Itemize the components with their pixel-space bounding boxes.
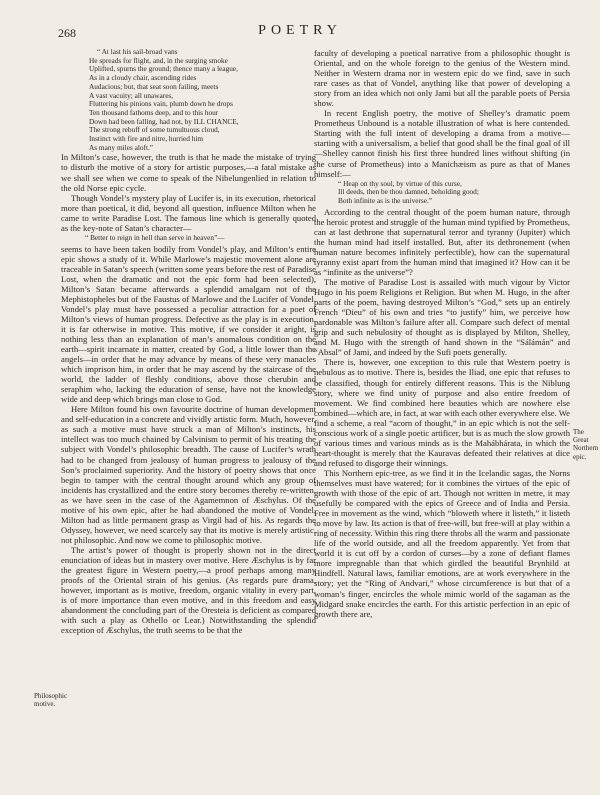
poem-excerpt [89, 48, 316, 152]
paragraph: This Northern epic-tree, as we find it in the Icelandic sagas, the Norns themselves must have watered; for it combines the virtues of the epic of growth with those of the epic of art. Though not written in metre, it may usefully be compared with the epics of Greece and of India and Persia. Free in movement as the wind, which “bloweth where it listeth,” it listeth to move by law. Its action is that of free-will, but free-will at play within a ring of necessity. Within this ring there throbs all the warm and passionate life of the world outside, and all the freedom apparently. Yet from that world it is cut off by a cordon of curses—by a zone of defiant flames more impregnable than that which girdled the beautiful Brynhild at Hindfell. Natural laws, familiar emotions, are at work everywhere in the story; yet the “Ring of Andvari,” whose circumference is but that of a woman’s finger, encircles the whole mimic world of the sagaman as the Midgard snake encircles the earth. For this artistic perfection in an epic of growth there are, [314, 467, 570, 619]
block-quote: “ Better to reign in hell than serve in heaven”— [85, 232, 225, 242]
quote-line: Both infinite as is the universe.” [338, 196, 433, 206]
poem-line: Down had been falling, had not, by ILL CHANCE, [89, 116, 239, 126]
poem-line: Ten thousand fathoms deep, and to this hour [89, 107, 219, 117]
paragraph: faculty of developing a poetical narrative from a philosophic thought is Oriental, and on the whole foreign to the genius of the Western mind. Neither in Western drama nor in western epic do we find, save in such rare cases as that of Vondel, anything like that power of developing a story from an idea which not only Jami but all the parable poets of Persia show. [314, 48, 570, 109]
poem-line: Audacious; but, that seat soon failing, meets [89, 81, 219, 91]
running-head: POETRY [258, 23, 342, 38]
paragraph: The artist’s power of thought is properly shown not in the direct enunciation of ideas but in mastery over motive. Here Æschylus is by far the greatest figure in Western poetry,—a proof perhaps among many proofs of the Oriental strain of his genius. (As regards pure drama, however, important as is motive, freedom, organic vitality in every part, is of more importance than even motive, and in this freedom and easy abandonment the concluding part of the Oresteia is deficient as compared with such a play as Othello or Lear.) Notwithstanding the splendid exception of Æschylus, the truth seems to be that the [61, 544, 316, 636]
paragraph: There is, however, one exception to this rule that Western poetry is nebulous as to motive. There is, besides the Iliad, one epic that refuses to be classified, though for entirely different reasons. This is the Niblung story, where we find unity of purpose and also entire freedom of movement. We find combined here beauties which are nowhere else combined—which are, in fact, at war with each other everywhere else. We find a scheme, a real “acorn of thought,” in an epic which is not the self-conscious work of a single poetic artificer, but is as much the slow growth of various times and various minds as is the Mahábhárata, in which the heart-thought is merely that the Kauravas defeated their relatives at dice and refused to disgorge their winnings. [314, 357, 570, 468]
poem-line: He spreads for flight, and, in the surging smoke [89, 55, 228, 65]
paragraph: In Milton’s case, however, the truth is that he made the mistake of trying to disturb the motive of a story for artistic purposes,—a fatal mistake as we shall see when we come to speak of the Nibelungenlied in relation to the old Norse epic cycle. [61, 152, 316, 193]
quote-line: “ Heap on thy soul, by virtue of this curse, [338, 178, 462, 188]
left-column [61, 48, 316, 635]
poem-line: Uplifted, spurns the ground; thence many a league, [89, 64, 238, 74]
paragraph: seems to have been taken bodily from Vondel’s play, and Milton’s entire epic shows a study of it. While Marlowe’s majestic movement alone are traceable in Satan’s speech (written some years before the rest of Paradise Lost, when the dramatic and not the epic form had been selected), Milton’s Satan became afterwards a splendid amalgam not of the Mephistopheles but of the Faustus of Marlowe and the Lucifer of Vondel. Vondel’s play must have possessed a peculiar attraction for a poet of Milton’s views of human progress. Defective as the play is in execution, it is far otherwise in motive. This motive, if we consider it aright, is nothing less than an explanation of man’s anomalous condition on the earth—spirit incarnate in matter, created by God, a little lower than the angels—in order that he may advance by means of these very manacles which imprison him, in order that he may ascend by the staircase of the world, the ladder of fleshly conditions, above those cherubin and seraphim who, lacking the education of sense, have not the knowledge wide and deep which brings man close to God. [61, 243, 316, 405]
right-column [314, 48, 570, 619]
margin-note-northern-epic: The Great Northern epic. [573, 428, 599, 461]
paragraph: According to the central thought of the poem human nature, through the heroic protest and struggle of the human mind typified by Prometheus, can at last dethrone that supernatural terror and tyranny (Jupiter) which the human mind had itself installed. But, after its dethronement (when human nature becomes infinitely perfectible), how can the supernatural tyranny exist apart from the human mind that imagined it? How can it be as “infinite as the universe”? [314, 206, 570, 277]
quote-line: Ill deeds, then be thou damned, beholding good; [338, 187, 479, 197]
poem-line: As many miles aloft.” [89, 142, 154, 152]
block-quote [338, 180, 570, 206]
poem-line: As in a cloudy chair, ascending rides [89, 73, 197, 83]
paragraph: In recent English poetry, the motive of Shelley’s dramatic poem Prometheus Unbound is a notable illustration of what is here contended. Starting with the full intent of developing a drama from a motive—starting with a universalism, a belief that good shall be the final goal of ill—Shelley cannot finish his first three hundred lines without shifting (in the curse of Prometheus) into a Manichæism as pure as that of Manes himself:— [314, 108, 570, 179]
poem-line: The strong rebuff of some tumultuous cloud, [89, 125, 220, 135]
poem-line: Fluttering his pinions vain, plumb down he drops [89, 99, 233, 109]
poem-line: “ At last his sail-broad vans [97, 47, 178, 56]
paragraph: Though Vondel’s mystery play of Lucifer is, in its execution, rhetorical more than poetical, it did, beyond all question, influence Milton when he came to write Paradise Lost. The famous line which is generally quoted as the key-note of Satan’s character— [61, 192, 316, 233]
page-number: 268 [58, 26, 76, 40]
paragraph: Here Milton found his own favourite doctrine of human development and self-education in a concrete and vividly artistic form. Much, however, as such a motive must have struck a man of Milton’s instincts, his intellect was too much chained by Calvinism to permit of his treating the subject with Vondel’s philosophic breadth. The cause of Lucifer’s wrath had to be changed from jealousy of human progress to jealousy of the Son’s proclaimed superiority. And the history of poetry shows that once begin to tamper with the central thought around which any group of incidents has crystallized and the entire story becomes thereby re-written, as we have seen in the case of the Agamemnon of Æschylus. Of the motive of his own epic, after he had abandoned the motive of Vondel, Milton had as little permanent grasp as Virgil had of his. As regards the Odyssey, however, we need scarcely say that its motive is merely artistic, not philosophic. And now we come to philosophic motive. [61, 404, 316, 545]
poem-line: Instinct with fire and nitre, hurried him [89, 134, 204, 144]
poem-line: A vast vacuity; all unawares, [89, 90, 174, 100]
paragraph: The motive of Paradise Lost is assailed with much vigour by Victor Hugo in his poem Religions et Religion. But when M. Hugo, in the after parts of the poem, having destroyed Milton’s “God,” sets up an entirely French “Dieu” of his own and tries “to justify” him, we perceive how pardonable was Milton’s failure after all. Compare such defect of mental grip and such nebulosity of thought as is displayed by Milton, Shelley, and M. Hugo with the strength of hand shown in the “Sálámán” and “Absal” of Jami, and indeed by the Sufi poets generally. [314, 277, 570, 358]
margin-note-philosophic-motive: Philosophic motive. [34, 692, 68, 709]
